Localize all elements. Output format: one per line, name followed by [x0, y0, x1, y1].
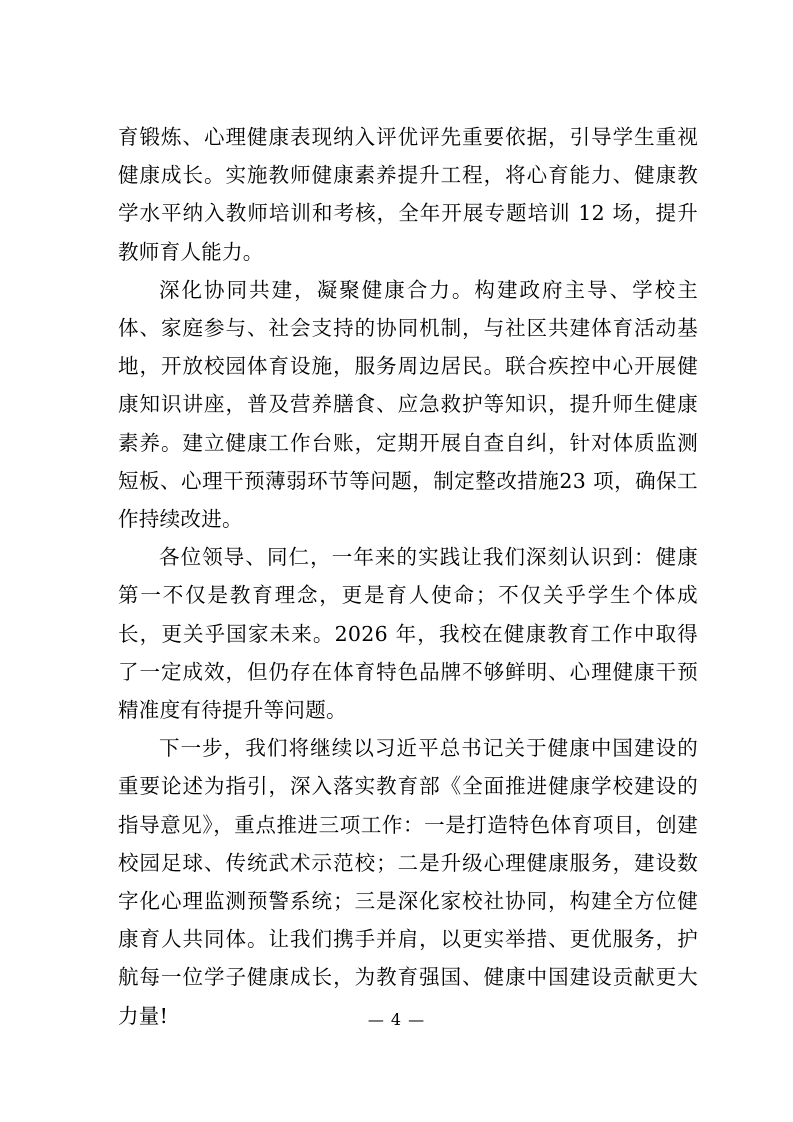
paragraph-reflection: 各位领导、同仁，一年来的实践让我们深刻认识到：健康第一不仅是教育理念，更是育人使命；不仅关乎学生个体成长，更关乎国家未来。2026 年，我校在健康教育工作中取得了一定成效，但仍存在体育特色品牌不够鲜明、心理健康干预精准度有待提升等问题。 [118, 545, 698, 723]
paragraph-next-steps [118, 729, 698, 1035]
body-text [118, 118, 698, 1035]
item-two-text: 升级心理健康服务，建设数字化心理监测预警系统； [118, 850, 698, 914]
page-number: — 4 — [367, 1010, 426, 1029]
item-three-text: 深化家校社协同，构建全方位健康育人共同体。让我们携手并肩，以更实举措、更优服务，护航每一位学子健康成长，为教育强国、健康中国建设贡献更大力量! [118, 889, 698, 1028]
item-three-key: 三是 [353, 889, 398, 914]
item-two-key: 二是 [396, 850, 441, 875]
item-one-key: 一是 [424, 812, 467, 837]
paragraph-collaboration: 深化协同共建，凝聚健康合力。构建政府主导、学校主体、家庭参与、社会支持的协同机制，与社区共建体育活动基地，开放校园体育设施，服务周边居民。联合疾控中心开展健康知识讲座，普及营养膳食、应急救护等知识，提升师生健康素养。建立健康工作台账，定期开展自查自纠，针对体质监测短板、心理干预薄弱环节等问题，制定整改措施23 项，确保工作持续改进。 [118, 277, 698, 532]
paragraph-continued: 育锻炼、心理健康表现纳入评优评先重要依据，引导学生重视健康成长。实施教师健康素养提升工程，将心育能力、健康教学水平纳入教师培训和考核，全年开展专题培训 12 场，提升教师育人能力。 [118, 125, 698, 264]
item-one-text: 打造特色体育项目，创建校园足球、传统武术示范校； [118, 812, 698, 875]
next-steps-lead: 下一步，我们将继续以习近平总书记关于健康中国建设的重要论述为指引，深入落实教育部《全面推进健康学校建设的指导意见》，重点推进三项工作： [118, 736, 698, 837]
